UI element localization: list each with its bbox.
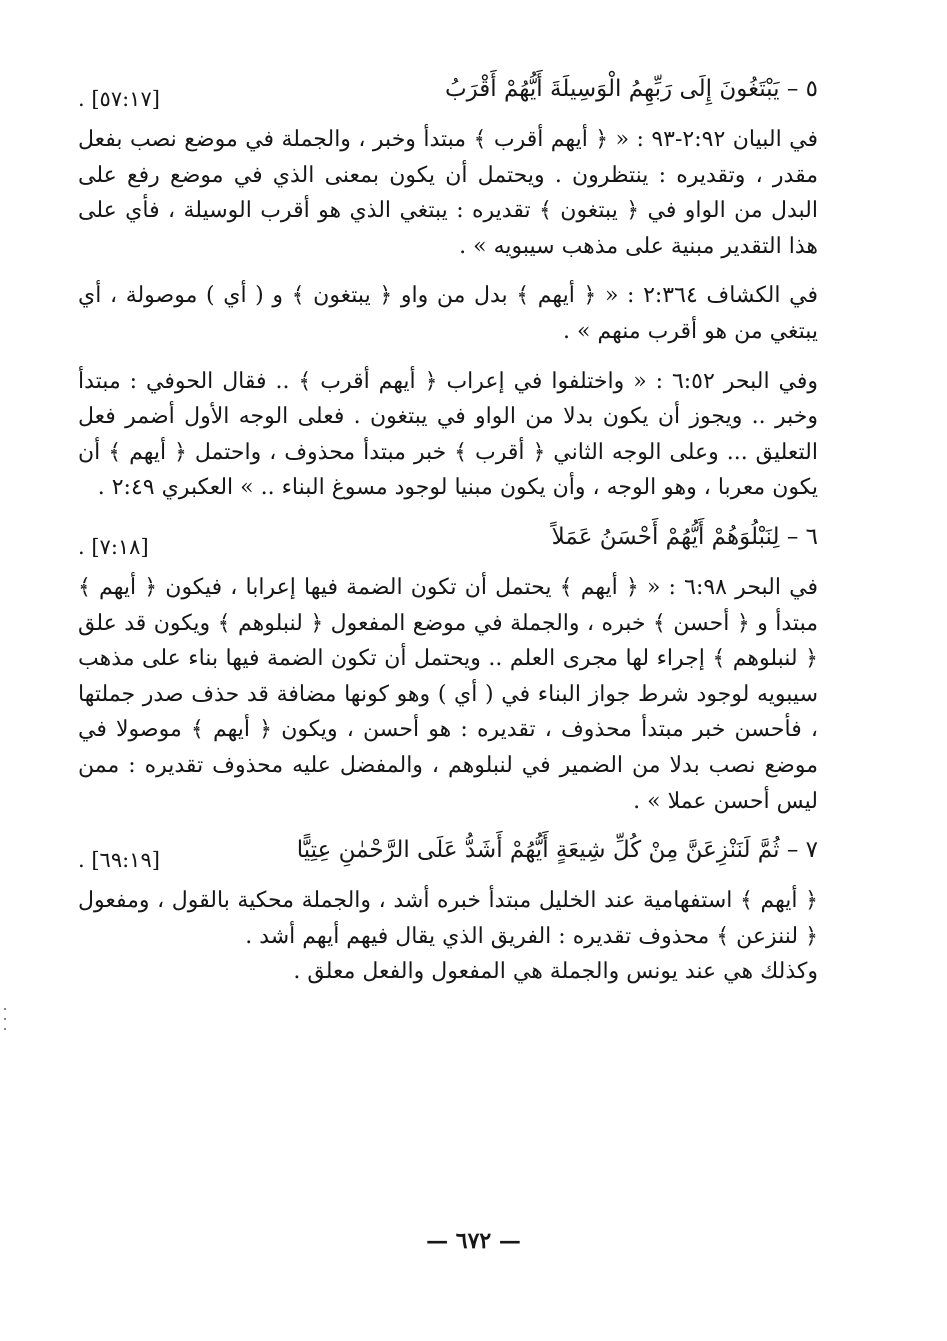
entry [78,72,818,506]
entry [78,833,818,990]
entry [78,520,818,819]
commentary-paragraph: ﴿ أيهم ﴾ استفهامية عند الخليل مبتدأ خبره أشد ، والجملة محكية بالقول ، ومفعول ﴿ لننزعن ﴾ محذوف تقديره : الفريق الذي يقال فيهم أيهم أشد . [78,888,818,949]
verse-reference: . [٥٧:١٧] [78,87,160,111]
verse-text: ٥ – يَبْتَغُونَ إِلَى رَبِّهِمُ الْوَسِيلَةَ أَيُّهُمْ أَقْرَبُ [444,76,818,102]
page-number: — ٦٧٢ — [426,1228,521,1254]
commentary-paragraph: وكذلك هي عند يونس والجملة هي المفعول والفعل معلق . [293,959,818,985]
verse-heading [78,72,818,122]
verse-heading [78,833,818,883]
commentary-paragraph: وفي البحر ٦:٥٢ : « واختلفوا في إعراب ﴿ أيهم أقرب ﴾ .. فقال الحوفي : مبتدأ وخبر .. ويجوز أن يكون بدلا من الواو في يبتغون . فعلى الوجه الأول أضمر فعل التعليق ... وعلى الوجه الثاني ﴿ أقرب ﴾ خبر مبتدأ محذوف ، واحتمل ﴿ أيهم ﴾ أن يكون معربا ، وهو الوجه ، وأن يكون مبنيا لوجود مسوغ البناء .. » العكبري ٢:٤٩ . [78,368,818,501]
verse-text: ٧ – ثُمَّ لَنَنْزِعَنَّ مِنْ كُلِّ شِيعَةٍ أَيُّهُمْ أَشَدُّ عَلَى الرَّحْمٰنِ عِتِيًّا [296,837,818,864]
verse-reference: . [٦٩:١٩] [78,848,160,873]
verse-text: ٦ – لِنَبْلُوَهُمْ أَيُّهُمْ أَحْسَنُ عَمَلاً [551,523,818,550]
commentary-paragraph: في الكشاف ٢:٣٦٤ : « ﴿ أيهم ﴾ بدل من واو ﴿ يبتغون ﴾ و ( أي ) موصولة ، أي يبتغي من هو أقرب منهم » . [78,283,818,344]
verse-reference: . [٧:١٨] [78,534,149,559]
verse-heading [78,520,818,570]
commentary-paragraph: في البحر ٦:٩٨ : « ﴿ أيهم ﴾ يحتمل أن تكون الضمة فيها إعرابا ، فيكون ﴿ أيهم ﴾ مبتدأ و ﴿ أحسن ﴾ خبره ، والجملة في موضع المفعول ﴿ لنبلوهم ﴾ ويكون قد علق ﴿ لنبلوهم ﴾ إجراء لها مجرى العلم .. ويحتمل أن تكون الضمة فيها بناء على مذهب سيبويه لوجود شرط جواز البناء في ( أي ) وهو كونها مضافة قد حذف صدر جملتها ، فأحسن خبر مبتدأ محذوف ، تقديره : هو أحسن ، ويكون ﴿ أيهم ﴾ موصولا في موضع نصب بدلا من الضمير في لنبلوهم ، والمفضل عليه محذوف تقديره : ممن ليس أحسن عملا » . [78,574,818,814]
commentary-paragraph: في البيان ٢:٩٢-٩٣ : « ﴿ أيهم أقرب ﴾ مبتدأ وخبر ، والجملة في موضع نصب بفعل مقدر ، وتقديره : ينتظرون . ويحتمل أن يكون بمعنى الذي في موضع رفع على البدل من الواو في ﴿ يبتغون ﴾ تقديره : يبتغي الذي هو أقرب الوسيلة ، فأي على هذا التقدير مبنية على مذهب سيبويه » . [78,127,818,259]
scan-speckles [4,1000,8,1070]
page-body [78,72,818,990]
